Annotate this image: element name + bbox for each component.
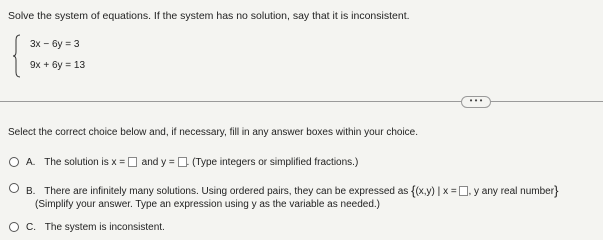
answer-box-x[interactable] [128, 157, 137, 167]
question-prompt: Solve the system of equations. If the system has no solution, say that it is inconsistent. [8, 10, 410, 22]
choice-b-note: (Simplify your answer. Type an expression using y as the variable as needed.) [35, 199, 380, 210]
choice-b-text-before: There are infinitely many solutions. Using ordered pairs, they can be expressed as [44, 186, 409, 197]
expand-more-button[interactable]: • • • [461, 96, 491, 108]
choice-a-text-before: The solution is x = [44, 157, 126, 168]
set-x-label: x = [443, 186, 457, 197]
choice-c-radio[interactable] [9, 222, 19, 232]
choice-a-radio[interactable] [9, 157, 19, 167]
choice-c-letter: C. [26, 222, 36, 233]
equation-1: 3x − 6y = 3 [30, 39, 80, 50]
set-after: , y any real number [468, 186, 555, 197]
choice-b-letter: B. [26, 186, 36, 197]
choice-a-letter: A. [26, 157, 36, 168]
choice-a-text-mid: and y = [141, 157, 175, 168]
instruction-text: Select the correct choice below and, if necessary, fill in any answer boxes within your choice. [8, 127, 419, 138]
set-open-brace: { [411, 183, 416, 198]
choice-a-text-after: . (Type integers or simplified fractions.) [186, 157, 359, 168]
choice-b [26, 183, 558, 198]
set-var: (x,y) [415, 186, 435, 197]
set-close-brace: } [554, 183, 559, 198]
choice-b-radio[interactable] [9, 183, 19, 193]
divider [0, 101, 603, 102]
choice-a [26, 157, 358, 168]
set-bar: | [437, 186, 441, 197]
system-brace-icon [12, 34, 22, 78]
choice-c-text: The system is inconsistent. [44, 222, 165, 233]
choice-c [26, 222, 165, 233]
answer-box-y[interactable] [178, 157, 187, 167]
equation-2: 9x + 6y = 13 [30, 60, 86, 71]
